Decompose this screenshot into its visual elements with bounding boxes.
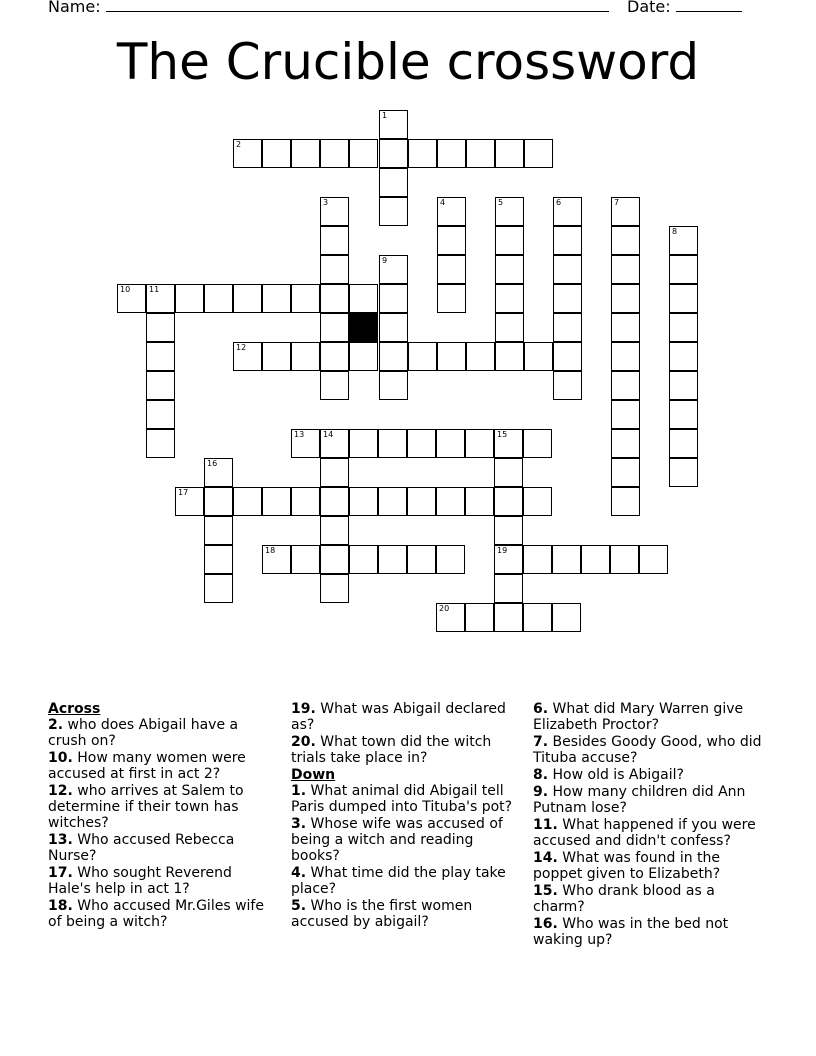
clue-number: 12 bbox=[236, 343, 247, 352]
crossword-cell[interactable] bbox=[495, 139, 524, 168]
crossword-cell[interactable] bbox=[552, 603, 581, 632]
crossword-cell[interactable] bbox=[495, 226, 524, 255]
crossword-cell[interactable] bbox=[523, 487, 552, 516]
clue-number: 18 bbox=[265, 546, 276, 555]
crossword-cell[interactable] bbox=[553, 197, 582, 226]
crossword-cell[interactable] bbox=[611, 429, 640, 458]
clue-number-label: 7. bbox=[533, 734, 549, 750]
clue-item bbox=[48, 865, 273, 897]
crossword-cell[interactable] bbox=[320, 255, 349, 284]
crossword-cell[interactable] bbox=[233, 487, 262, 516]
clue-number-label: 8. bbox=[533, 767, 549, 783]
crossword-cell[interactable] bbox=[611, 197, 640, 226]
clue-text: Who was in the bed not waking up? bbox=[533, 916, 729, 948]
crossword-cell[interactable] bbox=[436, 603, 465, 632]
clue-number-label: 9. bbox=[533, 784, 549, 800]
crossword-cell[interactable] bbox=[378, 487, 407, 516]
crossword-cell[interactable] bbox=[379, 313, 408, 342]
clue-item bbox=[48, 717, 273, 749]
crossword-cell[interactable] bbox=[117, 284, 146, 313]
crossword-cell[interactable] bbox=[494, 487, 523, 516]
crossword-cell[interactable] bbox=[494, 458, 523, 487]
crossword-cell[interactable] bbox=[639, 545, 668, 574]
crossword-cell[interactable] bbox=[669, 313, 698, 342]
crossword-cell[interactable] bbox=[146, 400, 175, 429]
page-title: The Crucible crossword bbox=[116, 33, 700, 91]
crossword-cell[interactable] bbox=[379, 255, 408, 284]
crossword-cell[interactable] bbox=[146, 429, 175, 458]
crossword-cell[interactable] bbox=[669, 255, 698, 284]
crossword-cell[interactable] bbox=[523, 603, 552, 632]
clue-number-label: 11. bbox=[533, 817, 558, 833]
crossword-cell[interactable] bbox=[465, 603, 494, 632]
clue-number-label: 17. bbox=[48, 865, 73, 881]
clue-number: 13 bbox=[294, 430, 305, 439]
clue-number-label: 18. bbox=[48, 898, 73, 914]
clue-number-label: 14. bbox=[533, 850, 558, 866]
clue-number: 14 bbox=[323, 430, 334, 439]
crossword-cell[interactable] bbox=[494, 516, 523, 545]
crossword-cell[interactable] bbox=[494, 574, 523, 603]
clues-column-2 bbox=[291, 701, 516, 931]
crossword-cell[interactable] bbox=[233, 342, 262, 371]
clue-text: What was Abigail declared as? bbox=[291, 701, 506, 733]
crossword-cell[interactable] bbox=[466, 342, 495, 371]
crossword-cell[interactable] bbox=[611, 371, 640, 400]
crossword-cell[interactable] bbox=[466, 139, 495, 168]
crossword-cell[interactable] bbox=[320, 516, 349, 545]
clue-number: 11 bbox=[149, 285, 160, 294]
crossword-cell[interactable] bbox=[320, 139, 349, 168]
crossword-cell[interactable] bbox=[437, 284, 466, 313]
crossword-cell[interactable] bbox=[291, 342, 320, 371]
crossword-cell[interactable] bbox=[146, 313, 175, 342]
clue-number-label: 10. bbox=[48, 750, 73, 766]
crossword-cell[interactable] bbox=[524, 139, 553, 168]
clue-number: 7 bbox=[614, 198, 620, 207]
crossword-cell[interactable] bbox=[320, 342, 349, 371]
crossword-cell[interactable] bbox=[437, 226, 466, 255]
crossword-cell[interactable] bbox=[204, 516, 233, 545]
clue-number: 16 bbox=[207, 459, 218, 468]
crossword-cell[interactable] bbox=[175, 487, 204, 516]
clue-number-label: 13. bbox=[48, 832, 73, 848]
clue-number: 20 bbox=[439, 604, 450, 613]
clue-item bbox=[291, 701, 516, 733]
clue-number-label: 20. bbox=[291, 734, 316, 750]
crossword-cell[interactable] bbox=[204, 545, 233, 574]
crossword-cell[interactable] bbox=[262, 139, 291, 168]
crossword-cell[interactable] bbox=[669, 371, 698, 400]
crossword-cell[interactable] bbox=[495, 255, 524, 284]
crossword-cell[interactable] bbox=[349, 545, 378, 574]
clue-item bbox=[533, 850, 768, 882]
clue-text: What time did the play take place? bbox=[291, 865, 506, 897]
clue-text: How old is Abigail? bbox=[548, 767, 684, 783]
crossword-cell[interactable] bbox=[407, 429, 436, 458]
crossword-cell[interactable] bbox=[669, 429, 698, 458]
clue-text: What animal did Abigail tell Paris dumped into Tituba's pot? bbox=[291, 783, 513, 815]
crossword-cell[interactable] bbox=[320, 458, 349, 487]
clue-text: who does Abigail have a crush on? bbox=[48, 717, 239, 749]
clue-item bbox=[48, 783, 273, 831]
crossword-cell[interactable] bbox=[320, 574, 349, 603]
crossword-cell[interactable] bbox=[465, 487, 494, 516]
crossword-cell[interactable] bbox=[291, 139, 320, 168]
crossword-cell[interactable] bbox=[436, 545, 465, 574]
crossword-cell[interactable] bbox=[320, 487, 349, 516]
clue-item bbox=[291, 865, 516, 897]
crossword-cell[interactable] bbox=[175, 284, 204, 313]
crossword-cell[interactable] bbox=[669, 226, 698, 255]
crossword-cell[interactable] bbox=[204, 487, 233, 516]
crossword-cell[interactable] bbox=[379, 342, 408, 371]
clue-number: 8 bbox=[672, 227, 678, 236]
clue-item bbox=[291, 816, 516, 864]
crossword-cell[interactable] bbox=[204, 284, 233, 313]
black-square bbox=[349, 313, 378, 342]
crossword-cell[interactable] bbox=[494, 429, 523, 458]
clue-number: 3 bbox=[323, 198, 329, 207]
crossword-cell[interactable] bbox=[320, 313, 349, 342]
crossword-cell[interactable] bbox=[379, 139, 408, 168]
crossword-cell[interactable] bbox=[495, 342, 524, 371]
crossword-cell[interactable] bbox=[262, 545, 291, 574]
clue-text: Who is the first women accused by abigail? bbox=[291, 898, 473, 930]
clue-number: 9 bbox=[382, 256, 388, 265]
crossword-cell[interactable] bbox=[611, 487, 640, 516]
crossword-cell[interactable] bbox=[611, 255, 640, 284]
clue-item bbox=[533, 767, 768, 783]
crossword-cell[interactable] bbox=[553, 226, 582, 255]
crossword-cell[interactable] bbox=[320, 545, 349, 574]
clue-item bbox=[48, 750, 273, 782]
crossword-cell[interactable] bbox=[669, 342, 698, 371]
clue-text: What did Mary Warren give Elizabeth Proctor? bbox=[533, 701, 744, 733]
clue-number: 10 bbox=[120, 285, 131, 294]
crossword-cell[interactable] bbox=[349, 487, 378, 516]
crossword-cell[interactable] bbox=[379, 371, 408, 400]
crossword-cell[interactable] bbox=[611, 284, 640, 313]
clue-number-label: 16. bbox=[533, 916, 558, 932]
crossword-cell[interactable] bbox=[291, 487, 320, 516]
crossword-cell[interactable] bbox=[320, 226, 349, 255]
clue-number: 2 bbox=[236, 140, 242, 149]
clue-text: Whose wife was accused of being a witch and reading books? bbox=[291, 816, 503, 864]
name-label: Name: bbox=[48, 0, 101, 16]
crossword-cell[interactable] bbox=[349, 342, 378, 371]
clue-number-label: 2. bbox=[48, 717, 64, 733]
crossword-cell[interactable] bbox=[553, 371, 582, 400]
clue-item bbox=[533, 734, 768, 766]
clue-text: Who accused Mr.Giles wife of being a witch? bbox=[48, 898, 264, 930]
crossword-cell[interactable] bbox=[524, 342, 553, 371]
crossword-cell[interactable] bbox=[349, 139, 378, 168]
clue-number-label: 19. bbox=[291, 701, 316, 717]
date-label: Date: bbox=[627, 0, 671, 16]
crossword-cell[interactable] bbox=[495, 197, 524, 226]
crossword-cell[interactable] bbox=[291, 284, 320, 313]
crossword-cell[interactable] bbox=[349, 284, 378, 313]
clue-item bbox=[48, 898, 273, 930]
crossword-cell[interactable] bbox=[262, 487, 291, 516]
clue-item bbox=[48, 832, 273, 864]
crossword-cell[interactable] bbox=[379, 110, 408, 139]
crossword-cell[interactable] bbox=[262, 284, 291, 313]
crossword-cell[interactable] bbox=[291, 429, 320, 458]
crossword-cell[interactable] bbox=[408, 342, 437, 371]
crossword-cell[interactable] bbox=[581, 545, 610, 574]
crossword-cell[interactable] bbox=[669, 458, 698, 487]
crossword-cell[interactable] bbox=[146, 371, 175, 400]
clue-item bbox=[533, 701, 768, 733]
crossword-cell[interactable] bbox=[495, 313, 524, 342]
crossword-cell[interactable] bbox=[437, 255, 466, 284]
crossword-cell[interactable] bbox=[204, 458, 233, 487]
clue-item bbox=[291, 898, 516, 930]
clue-text: Who drank blood as a charm? bbox=[533, 883, 715, 915]
clue-text: Who accused Rebecca Nurse? bbox=[48, 832, 235, 864]
crossword-cell[interactable] bbox=[553, 284, 582, 313]
crossword-cell[interactable] bbox=[378, 429, 407, 458]
crossword-cell[interactable] bbox=[611, 400, 640, 429]
crossword-cell[interactable] bbox=[378, 545, 407, 574]
crossword-cell[interactable] bbox=[320, 284, 349, 313]
crossword-cell[interactable] bbox=[611, 313, 640, 342]
crossword-cell[interactable] bbox=[407, 487, 436, 516]
clue-number: 6 bbox=[556, 198, 562, 207]
crossword-cell[interactable] bbox=[320, 429, 349, 458]
crossword-cell[interactable] bbox=[320, 197, 349, 226]
crossword-cell[interactable] bbox=[523, 545, 552, 574]
clue-number-label: 6. bbox=[533, 701, 549, 717]
clue-number-label: 5. bbox=[291, 898, 307, 914]
clue-item bbox=[533, 916, 768, 948]
clue-number-label: 3. bbox=[291, 816, 307, 832]
crossword-cell[interactable] bbox=[320, 371, 349, 400]
crossword-cell[interactable] bbox=[437, 342, 466, 371]
crossword-cell[interactable] bbox=[262, 342, 291, 371]
down-heading: Down bbox=[291, 767, 336, 783]
clue-number-label: 12. bbox=[48, 783, 73, 799]
crossword-cell[interactable] bbox=[611, 226, 640, 255]
crossword-cell[interactable] bbox=[233, 139, 262, 168]
crossword-cell[interactable] bbox=[610, 545, 639, 574]
clue-number: 1 bbox=[382, 111, 388, 120]
crossword-cell[interactable] bbox=[291, 545, 320, 574]
crossword-cell[interactable] bbox=[204, 574, 233, 603]
crossword-cell[interactable] bbox=[553, 313, 582, 342]
crossword-cell[interactable] bbox=[495, 284, 524, 313]
crossword-cell[interactable] bbox=[349, 429, 378, 458]
clues-column-3 bbox=[533, 701, 768, 949]
crossword-cell[interactable] bbox=[465, 429, 494, 458]
clue-number-label: 1. bbox=[291, 783, 307, 799]
across-heading: Across bbox=[48, 701, 101, 717]
clue-text: What town did the witch trials take place in? bbox=[291, 734, 492, 766]
crossword-cell[interactable] bbox=[407, 545, 436, 574]
crossword-cell[interactable] bbox=[611, 458, 640, 487]
crossword-cell[interactable] bbox=[379, 284, 408, 313]
crossword-cell[interactable] bbox=[379, 168, 408, 197]
crossword-cell[interactable] bbox=[437, 139, 466, 168]
clue-number-label: 15. bbox=[533, 883, 558, 899]
clue-text: How many children did Ann Putnam lose? bbox=[533, 784, 746, 816]
crossword-cell[interactable] bbox=[553, 255, 582, 284]
clue-text: How many women were accused at first in act 2? bbox=[48, 750, 246, 782]
clue-number: 5 bbox=[498, 198, 504, 207]
crossword-cell[interactable] bbox=[552, 545, 581, 574]
clue-item bbox=[291, 783, 516, 815]
clue-number: 15 bbox=[497, 430, 508, 439]
crossword-cell[interactable] bbox=[669, 284, 698, 313]
clue-text: who arrives at Salem to determine if their town has witches? bbox=[48, 783, 244, 831]
clue-item bbox=[533, 883, 768, 915]
clue-item bbox=[533, 817, 768, 849]
crossword-cell[interactable] bbox=[494, 603, 523, 632]
crossword-cell[interactable] bbox=[233, 284, 262, 313]
crossword-cell[interactable] bbox=[146, 342, 175, 371]
crossword-cell[interactable] bbox=[379, 197, 408, 226]
crossword-cell[interactable] bbox=[408, 139, 437, 168]
crossword-cell[interactable] bbox=[611, 342, 640, 371]
clue-item bbox=[291, 734, 516, 766]
crossword-cell[interactable] bbox=[494, 545, 523, 574]
clue-number: 19 bbox=[497, 546, 508, 555]
crossword-cell[interactable] bbox=[437, 197, 466, 226]
clue-item bbox=[533, 784, 768, 816]
clue-number-label: 4. bbox=[291, 865, 307, 881]
clue-text: Besides Goody Good, who did Tituba accuse? bbox=[533, 734, 762, 766]
clue-number: 4 bbox=[440, 198, 446, 207]
clues-column-1 bbox=[48, 701, 273, 931]
crossword-cell[interactable] bbox=[146, 284, 175, 313]
crossword-cell[interactable] bbox=[553, 342, 582, 371]
crossword-cell[interactable] bbox=[436, 429, 465, 458]
clue-text: What was found in the poppet given to Elizabeth? bbox=[533, 850, 721, 882]
crossword-cell[interactable] bbox=[436, 487, 465, 516]
crossword-cell[interactable] bbox=[523, 429, 552, 458]
crossword-cell[interactable] bbox=[669, 400, 698, 429]
clue-number: 17 bbox=[178, 488, 189, 497]
clue-text: What happened if you were accused and didn't confess? bbox=[533, 817, 756, 849]
clue-text: Who sought Reverend Hale's help in act 1? bbox=[48, 865, 232, 897]
